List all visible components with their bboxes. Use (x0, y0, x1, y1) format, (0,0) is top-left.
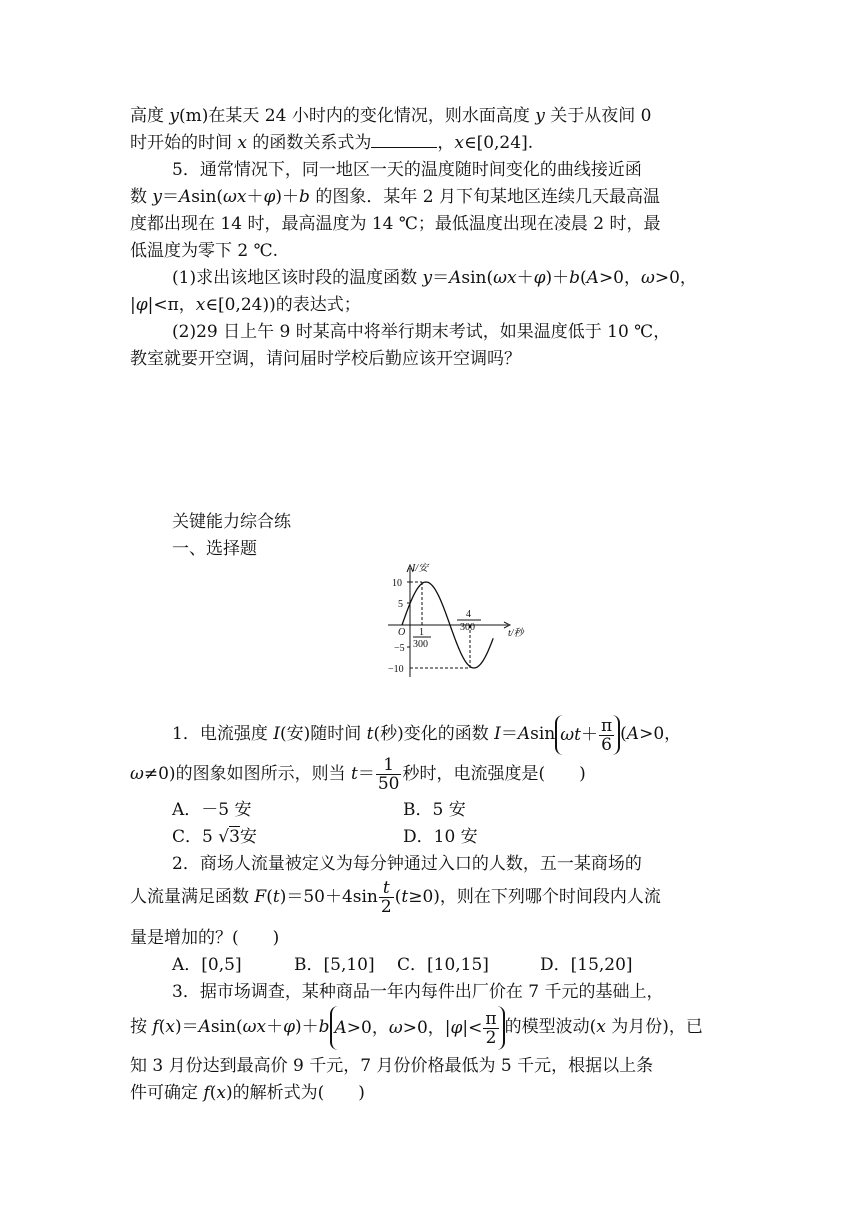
ytick-neg10: −10 (388, 664, 404, 675)
q1-line-2: ω≠0)的图象如图所示，则当 t＝ $\frac{1}{50}$ 秒时，电流强度是( ) (130, 755, 586, 794)
ytick-neg5: −5 (394, 643, 405, 654)
xtick-4-den: 300 (460, 622, 475, 633)
q3-line-2: 按 f(x)＝Asin(ωx＋φ)＋b A>0，ω>0，|φ|< $\frac{\pi}{2}$ 的模型波动(x 为月份)，已 (130, 1005, 703, 1050)
q3-frac-pi-2: $\frac{\pi}{2}$ (485, 1008, 497, 1048)
q3-line-1: 3．据市场调查，某种商品一年内每件出厂价在 7 千元的基础上， (172, 982, 664, 1002)
answer-blank (371, 131, 437, 148)
q2-line-3: 量是增加的？( ) (130, 928, 280, 948)
q3-line-4: 件可确定 f(x)的解析式为( ) (130, 1083, 365, 1103)
q2-line-1: 2．商场人流量被定义为每分钟通过入口的人数，五一某商场的 (172, 854, 642, 874)
q3-paren: A>0，ω>0，|φ|< $\frac{\pi}{2}$ (330, 1006, 505, 1050)
current-graph (380, 560, 530, 685)
q5-line-4: 低温度为零下 2 ℃. (130, 241, 279, 261)
q1-frac-1-50: $\frac{1}{50}$ (377, 755, 400, 794)
sqrt-sign: √ (218, 827, 230, 847)
intro-line-2: 时开始的时间 x 的函数关系式为 ，x∈[0,24]. (130, 133, 534, 153)
q2-option-c: C．[10,15] (397, 955, 489, 975)
q3-line-3: 知 3 月份达到最高价 9 千元，7 月份价格最低为 5 千元，根据以上条 (130, 1056, 654, 1076)
intro-line-1: 高度 y(m)在某天 24 小时内的变化情况，则水面高度 y 关于从夜间 0 (130, 106, 652, 126)
section-title: 关键能力综合练 (172, 512, 291, 532)
ytick-5: 5 (398, 599, 403, 610)
q2-option-d: D．[15,20] (540, 955, 633, 975)
q5-part-2-line-1: (2)29 日上午 9 时某高中将举行期末考试，如果温度低于 10 ℃， (172, 322, 671, 342)
q2-line-2: 人流量满足函数 F(t)＝50＋4sin $\frac{t}{2}$ (t≥0)，则在下列哪个时间段内人流 (130, 878, 661, 917)
ytick-10: 10 (392, 578, 402, 589)
q1-option-d: D．10 安 (403, 827, 478, 847)
q2-option-b: B．[5,10] (294, 955, 375, 975)
q1-line-1: 1．电流强度 I(安)随时间 t(秒)变化的函数 I＝Asin ωt＋ $\frac{\pi}{6}$ (A>0， (172, 715, 682, 755)
q5-line-1: 5．通常情况下，同一地区一天的温度随时间变化的曲线接近函 (172, 160, 642, 180)
q5-line-3: 度都出现在 14 时，最高温度为 14 ℃；最低温度出现在凌晨 2 时，最 (130, 214, 661, 234)
q1-frac-pi-6: $\frac{\pi}{6}$ (600, 715, 613, 755)
q5-part-2-line-2: 教室就要开空调，请问届时学校后勤应该开空调吗？ (130, 349, 521, 369)
q5-part-1-line-1: (1)求出该地区该时段的温度函数 y＝Asin(ωx＋φ)＋b(A>0，ω>0， (172, 268, 697, 288)
x-axis-label: t/秒 (508, 628, 524, 639)
q1-option-b: B．5 安 (403, 800, 466, 820)
q2-frac-t-2: $\frac{t}{2}$ (380, 878, 392, 917)
origin-label: O (398, 627, 406, 638)
xtick-1-den: 300 (413, 639, 428, 650)
section-subtitle: 一、选择题 (172, 539, 257, 559)
q5-part-1-line-2: |φ|<π，x∈[0,24))的表达式； (130, 295, 361, 315)
q1-paren: ωt＋ $\frac{\pi}{6}$ (555, 715, 620, 755)
y-axis-label: I/安 (412, 563, 429, 574)
q1-option-c: C．5 √3安 (172, 827, 257, 847)
xtick-4-num: 4 (466, 609, 471, 620)
q5-line-2: 数 y＝Asin(ωx＋φ)＋b 的图象．某年 2 月下旬某地区连续几天最高温 (130, 187, 660, 207)
xtick-1-num: 1 (419, 627, 424, 638)
q2-option-a: A．[0,5] (172, 955, 242, 975)
q1-option-a: A．－5 安 (172, 800, 252, 820)
